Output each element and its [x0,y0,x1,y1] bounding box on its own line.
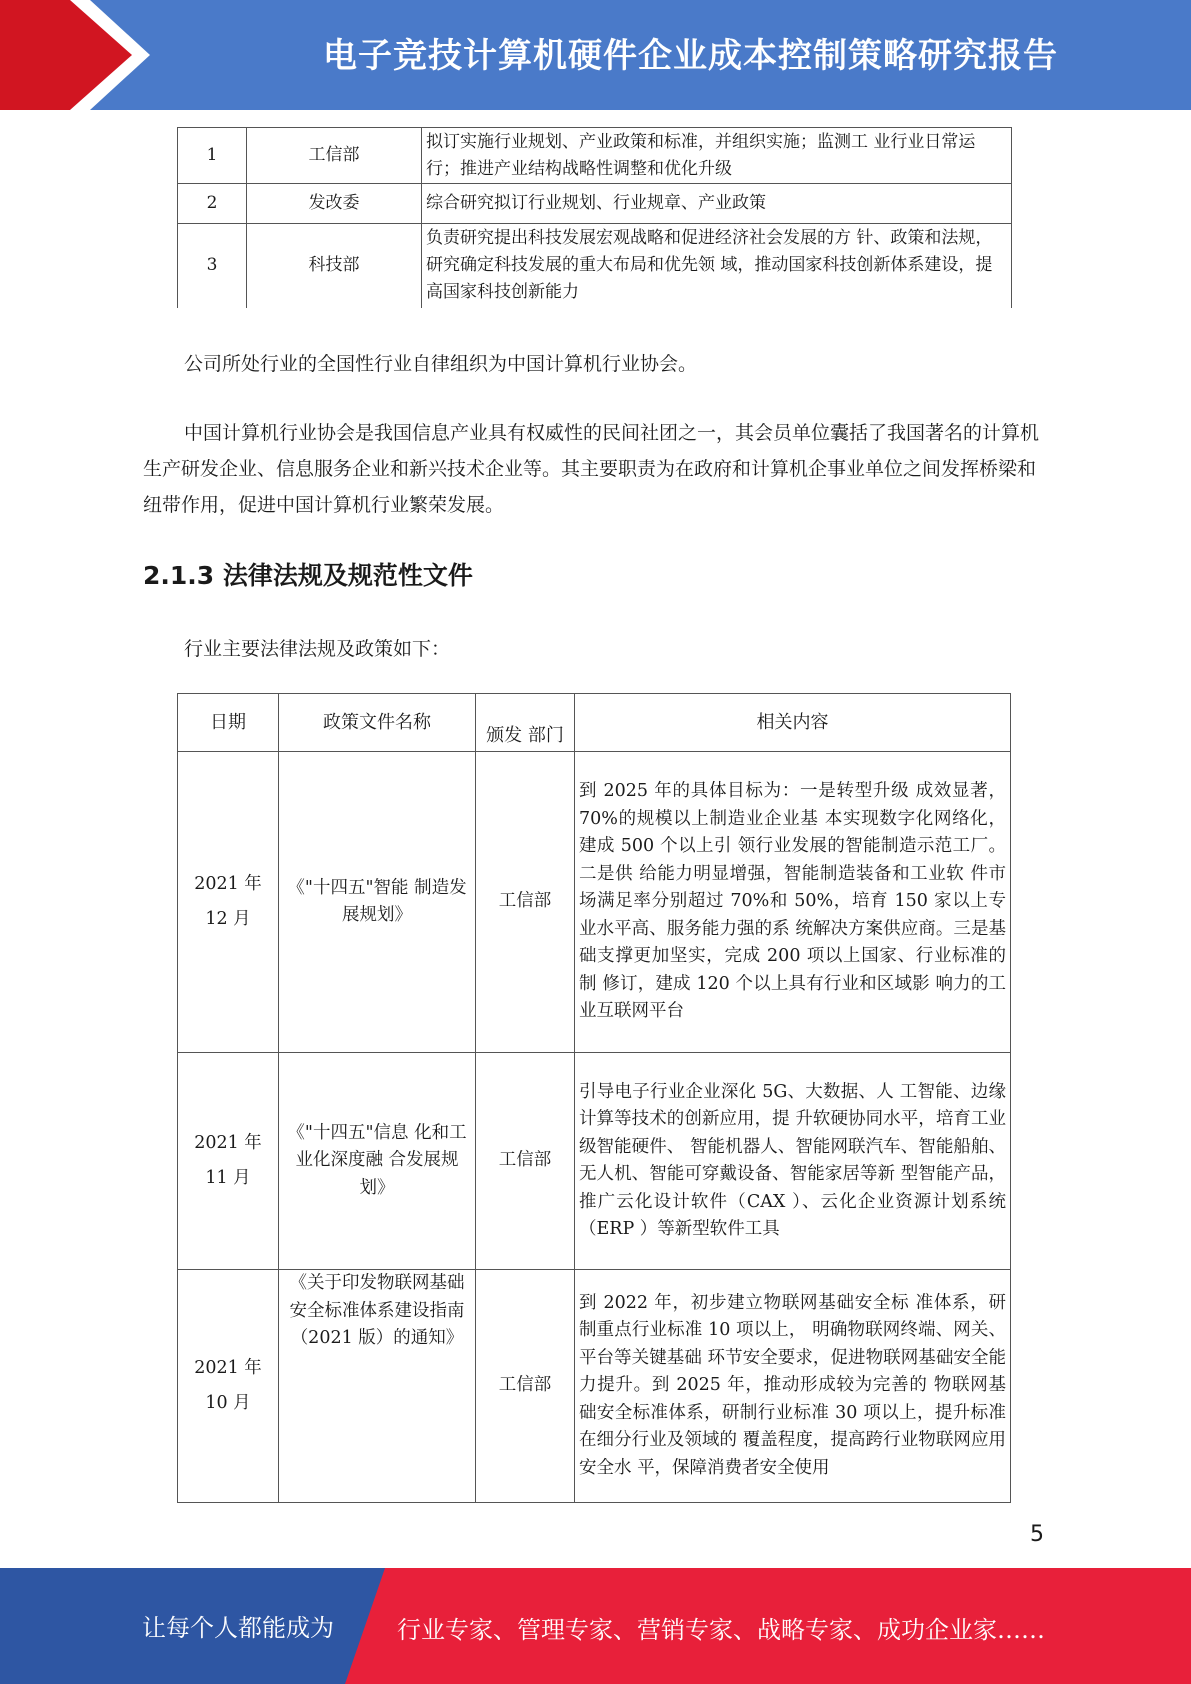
footer-slogan-right: 行业专家、管理专家、营销专家、战略专家、成功企业家…… [397,1616,1045,1644]
policy-date-month: 11 月 [205,1168,251,1188]
policy-content: 到 2025 年的具体目标为：一是转型升级 成效显著，70%的规模以上制造业企业基 本实现数字化网络化，建成 500 个以上引 领行业发展的智能制造示范工厂。二是供 给能力明显增强，智能制造装备和工业软 件市场满足率分别超过 70%和 50%，培育 150 家以上专业水平高、服务能力强的系 统解决方案供应商。三是基础支撑更加坚实，完成 200 项以上国家、行业标准的制 修订，建成 120 个以上具有行业和区域影 响力的工业互联网平台 [575,752,1011,1053]
department-name: 工信部 [247,128,422,184]
policy-dept: 工信部 [476,1053,575,1270]
department-name: 科技部 [247,224,422,308]
policy-name: 《"十四五"智能 制造发展规划》 [279,752,476,1053]
paragraph-policy-intro: 行业主要法律法规及政策如下： [184,638,451,660]
column-header-date: 日期 [178,694,279,752]
policy-date-year: 2021 年 [194,1132,262,1153]
section-heading: 2.1.3 法律法规及规范性文件 [143,561,473,590]
header-banner [0,0,1191,110]
policy-name: 《关于印发物联网基础安全标准体系建设指南（2021 版）的通知》 [279,1270,476,1503]
policy-date [178,1053,279,1270]
policy-date-month: 12 月 [205,909,251,929]
footer-banner [0,1568,1191,1684]
policy-name: 《"十四五"信息 化和工业化深度融 合发展规划》 [279,1053,476,1270]
column-header-name: 政策文件名称 [279,694,476,752]
department-name: 发改委 [247,184,422,224]
policy-dept: 工信部 [476,1270,575,1503]
policy-date [178,1270,279,1503]
policy-date-month: 10 月 [205,1393,251,1413]
table-row [178,1053,1011,1270]
row-number: 3 [178,224,247,308]
policy-content: 引导电子行业企业深化 5G、大数据、人 工智能、边缘计算等技术的创新应用，提 升软硬协同水平，培育工业级智能硬件、 智能机器人、智能网联汽车、智能船舶、 无人机、智能可穿戴设备、智能家居等新 型智能产品，推广云化设计软件（CAX ）、云化企业资源计划系统 （ERP ）等新型软件工具 [575,1053,1011,1270]
page-number: 5 [1030,1522,1044,1547]
policy-dept: 工信部 [476,752,575,1053]
row-number: 2 [178,184,247,224]
policy-date [178,752,279,1053]
table-row [178,752,1011,1053]
policy-date-year: 2021 年 [194,1357,262,1378]
policy-date-year: 2021 年 [194,873,262,894]
row-number: 1 [178,128,247,184]
table-row [178,128,1012,184]
column-header-dept: 颁发 部门 [476,694,575,752]
column-header-content: 相关内容 [575,694,1011,752]
footer-slogan-left: 让每个人都能成为 [142,1614,334,1642]
policy-content: 到 2022 年，初步建立物联网基础安全标 准体系，研制重点行业标准 10 项以上， 明确物联网终端、网关、平台等关键基础 环节安全要求，促进物联网基础安全能力提升。到 2025 年，推动形成较为完善的 物联网基础安全标准体系，研制行业标准 30 项以上，提升标准在细分行业及领域的 覆盖程度，提高跨行业物联网应用安全水 平，保障消费者安全使用 [575,1270,1011,1503]
department-table [177,127,1012,308]
report-title: 电子竞技计算机硬件企业成本控制策略研究报告 [323,36,1058,76]
department-duty: 负责研究提出科技发展宏观战略和促进经济社会发展的方 针、政策和法规，研究确定科技发展的重大布局和优先领 域，推动国家科技创新体系建设，提高国家科技创新能力 [422,224,1012,308]
paragraph-association: 公司所处行业的全国性行业自律组织为中国计算机行业协会。 [184,353,698,375]
table-row [178,184,1012,224]
policy-table [177,693,1011,1503]
department-duty: 拟订实施行业规划、产业政策和标准，并组织实施；监测工 业行业日常运行；推进产业结构战略性调整和优化升级 [422,128,1012,184]
paragraph-association-detail: 中国计算机行业协会是我国信息产业具有权威性的民间社团之一，其会员单位囊括了我国著名的计算机生产研发企业、信息服务企业和新兴技术企业等。其主要职责为在政府和计算机企事业单位之间发挥桥梁和纽带作用，促进中国计算机行业繁荣发展。 [143,422,1040,516]
table-row [178,224,1012,308]
table-row [178,1270,1011,1503]
department-duty: 综合研究拟订行业规划、行业规章、产业政策 [422,184,1012,224]
table-header-row [178,694,1011,752]
